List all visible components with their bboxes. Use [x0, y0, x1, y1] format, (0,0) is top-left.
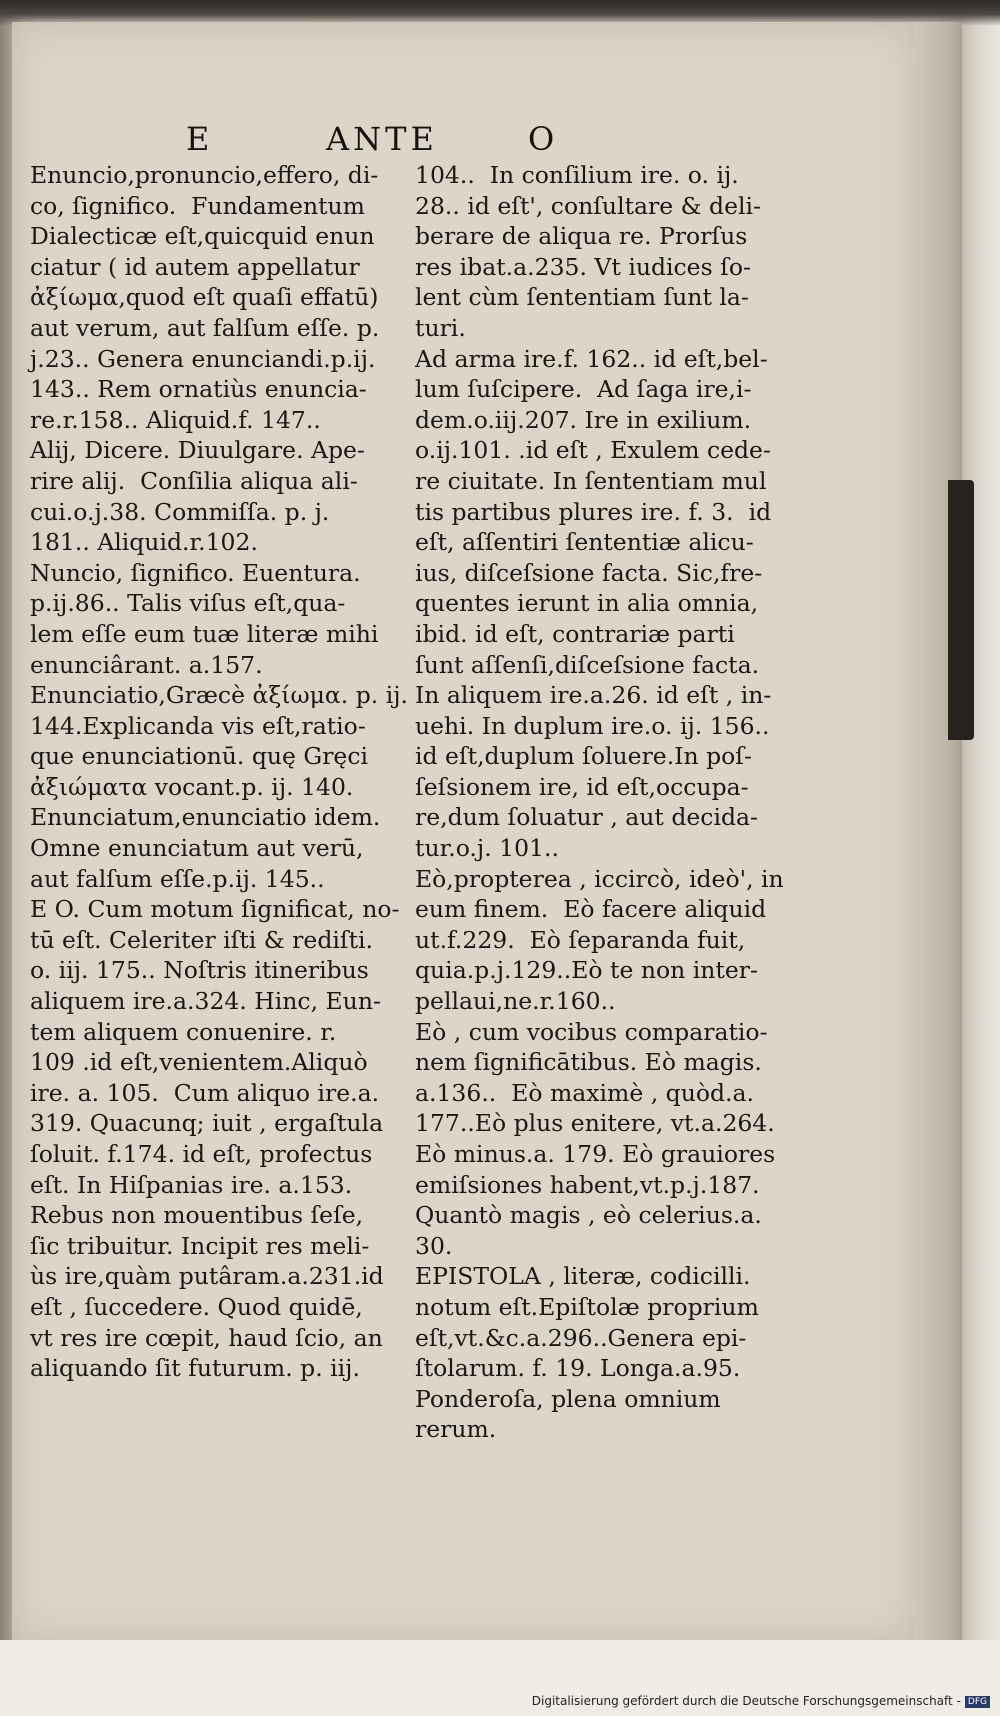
- right-column: [415, 160, 795, 1445]
- right-column-line: 104.. In conſilium ire. o. ij.: [415, 161, 739, 189]
- binding-notch: [948, 480, 974, 740]
- left-column-line: Omne enunciatum aut verū,: [30, 834, 364, 863]
- header-word-o: O: [528, 120, 559, 158]
- left-column-line: 143.. Rem ornatiùs enuncia-: [30, 375, 367, 404]
- right-column-line: quentes ierunt in alia omnia,: [415, 589, 759, 618]
- left-column-line: re.r.158.. Aliquid.f. 147..: [30, 405, 321, 434]
- left-column-line: j.23.. Genera enunciandi.p.ij.: [30, 344, 376, 373]
- right-column-line: ſeſsionem ire, id eſt,occupa-: [415, 772, 749, 801]
- left-column-line: Alij, Dicere. Diuulgare. Ape-: [30, 436, 365, 465]
- right-column-line: quia.p.j.129..Eò te non inter-: [415, 956, 758, 985]
- right-column-line: turi.: [415, 313, 466, 342]
- left-column-line: ſoluit. f.174. id eſt, profectus: [30, 1140, 373, 1168]
- right-column-line: Quantò magis , eò celerius.a.: [415, 1201, 762, 1230]
- left-column-line: E O. Cum motum ſignificat, no-: [30, 895, 400, 924]
- left-column-line: ire. a. 105. Cum aliquo ire.a.: [30, 1078, 380, 1107]
- left-column-line: tem aliquem conuenire. r.: [30, 1017, 337, 1046]
- right-column-line: eum finem. Eò facere aliquid: [415, 895, 767, 924]
- right-column-line: tur.o.j. 101..: [415, 834, 559, 863]
- right-column-line: Ponderoſa, plena omnium: [415, 1384, 721, 1413]
- left-column-line: aliquando ſit futurum. p. iij.: [30, 1354, 360, 1383]
- right-column-line: 30.: [415, 1231, 453, 1260]
- left-column-line: vt res ire cœpit, haud ſcio, an: [30, 1323, 383, 1352]
- right-column-line: emiſsiones habent,vt.p.j.187.: [415, 1170, 760, 1199]
- left-column-line: co, ſignifico. Fundamentum: [30, 191, 365, 220]
- left-column-line: Dialecticæ eſt,quicquid enun: [30, 222, 375, 251]
- left-column-line: ἀξιώματα vocant.p. ij. 140.: [30, 772, 354, 801]
- left-column-line: 181.. Aliquid.r.102.: [30, 528, 258, 557]
- right-column-line: lent cùm ſententiam ſunt la-: [415, 283, 749, 312]
- right-column-line: ſtolarum. f. 19. Longa.a.95.: [415, 1354, 741, 1383]
- left-column-line: Enuncio,pronuncio,effero, di-: [30, 161, 379, 189]
- left-column-line: aut falſum eſſe.p.ij. 145..: [30, 864, 325, 893]
- left-column-line: ciatur ( id autem appellatur: [30, 252, 360, 281]
- left-column-line: que enunciationū. quę Gręci: [30, 742, 369, 771]
- right-column-line: res ibat.a.235. Vt iudices ſo-: [415, 252, 751, 281]
- right-column-line: Eò,propterea , iccircò, ideò', in: [415, 864, 784, 893]
- left-column-line: ἀξίωμα,quod eſt quaſi effatū): [30, 283, 379, 312]
- left-column-line: 319. Quacunq; iuit , ergaſtula: [30, 1109, 384, 1138]
- credit-text: Digitalisierung gefördert durch die Deutsche Forschungsgemeinschaft -: [531, 1694, 961, 1708]
- header-word-ante: ANTE: [326, 120, 438, 158]
- left-column-line: rire alij. Conſilia aliqua ali-: [30, 466, 358, 495]
- left-column-line: lem eſſe eum tuæ literæ mihi: [30, 619, 379, 648]
- digitization-credit: [532, 1694, 990, 1708]
- right-column-line: Ad arma ire.f. 162.. id eſt,bel-: [415, 344, 768, 373]
- right-column-line: uehi. In duplum ire.o. ij. 156..: [415, 711, 770, 740]
- right-column-line: notum eſt.Epiſtolæ proprium: [415, 1292, 759, 1321]
- left-column-line: aliquem ire.a.324. Hinc, Eun-: [30, 987, 381, 1016]
- right-column-line: re,dum ſoluatur , aut decida-: [415, 803, 758, 832]
- left-column: [30, 160, 412, 1384]
- right-column-line: nem ſignificātibus. Eò magis.: [415, 1048, 762, 1077]
- right-column-line: eſt, aſſentiri ſententiæ alicu-: [415, 528, 754, 557]
- right-column-line: eſt,vt.&c.a.296..Genera epi-: [415, 1323, 747, 1352]
- left-column-line: 144.Explicanda vis eſt,ratio-: [30, 711, 366, 740]
- page-edge: [914, 22, 962, 1642]
- left-column-line: Enunciatio,Græcè ἀξίωμα. p. ij.: [30, 681, 408, 710]
- left-column-line: eſt , ſuccedere. Quod quidē,: [30, 1292, 363, 1321]
- left-column-line: ùs ire,quàm putâram.a.231.id: [30, 1262, 384, 1291]
- right-column-line: dem.o.iij.207. Ire in exilium.: [415, 405, 752, 434]
- left-column-line: eſt. In Hiſpanias ire. a.153.: [30, 1170, 353, 1199]
- dfg-logo: DFG: [965, 1696, 990, 1708]
- right-column-line: ſunt aſſenſi,diſceſsione facta.: [415, 650, 760, 679]
- left-column-line: p.ij.86.. Talis viſus eſt,qua-: [30, 589, 346, 618]
- right-column-line: a.136.. Eò maximè , quòd.a.: [415, 1078, 754, 1107]
- right-column-line: o.ij.101. .id eſt , Exulem cede-: [415, 436, 771, 465]
- right-column-line: re ciuitate. In ſententiam mul: [415, 466, 767, 495]
- right-column-line: EPISTOLA , literæ, codicilli.: [415, 1262, 751, 1291]
- right-column-line: 177..Eò plus enitere, vt.a.264.: [415, 1109, 775, 1138]
- left-column-line: ſic tribuitur. Incipit res meli-: [30, 1231, 370, 1260]
- left-column-line: aut verum, aut falſum eſſe. p.: [30, 313, 380, 342]
- right-column-line: pellaui,ne.r.160..: [415, 987, 616, 1016]
- right-column-line: Eò minus.a. 179. Eò grauiores: [415, 1140, 776, 1168]
- right-column-line: Eò , cum vocibus comparatio-: [415, 1017, 768, 1046]
- right-column-line: rerum.: [415, 1415, 497, 1444]
- right-column-line: ut.f.229. Eò ſeparanda fuit,: [415, 925, 746, 954]
- header-letter: E: [186, 120, 214, 158]
- right-column-line: ius, diſceſsione facta. Sic,fre-: [415, 558, 763, 587]
- right-column-line: tis partibus plures ire. f. 3. id: [415, 497, 772, 526]
- left-column-line: Rebus non mouentibus ſeſe,: [30, 1201, 364, 1230]
- right-column-line: In aliquem ire.a.26. id eſt , in-: [415, 681, 772, 710]
- left-column-line: enunciârant. a.157.: [30, 650, 263, 679]
- right-column-line: 28.. id eſt', conſultare & deli-: [415, 191, 761, 220]
- left-column-line: cui.o.j.38. Commiſſa. p. j.: [30, 497, 330, 526]
- left-column-line: o. iij. 175.. Noſtris itineribus: [30, 956, 369, 985]
- left-column-line: Enunciatum,enunciatio idem.: [30, 803, 381, 832]
- left-column-line: Nuncio, ſignifico. Euentura.: [30, 558, 361, 587]
- right-column-line: id eſt,duplum ſoluere.In poſ-: [415, 742, 752, 771]
- right-column-line: berare de aliqua re. Prorſus: [415, 222, 748, 251]
- left-column-line: tū eſt. Celeriter iſti & rediſti.: [30, 925, 374, 954]
- right-column-line: ibid. id eſt, contrariæ parti: [415, 619, 735, 648]
- right-column-line: lum ſuſcipere. Ad ſaga ire,i-: [415, 375, 752, 404]
- left-column-line: 109 .id eſt,venientem.Aliquò: [30, 1048, 368, 1077]
